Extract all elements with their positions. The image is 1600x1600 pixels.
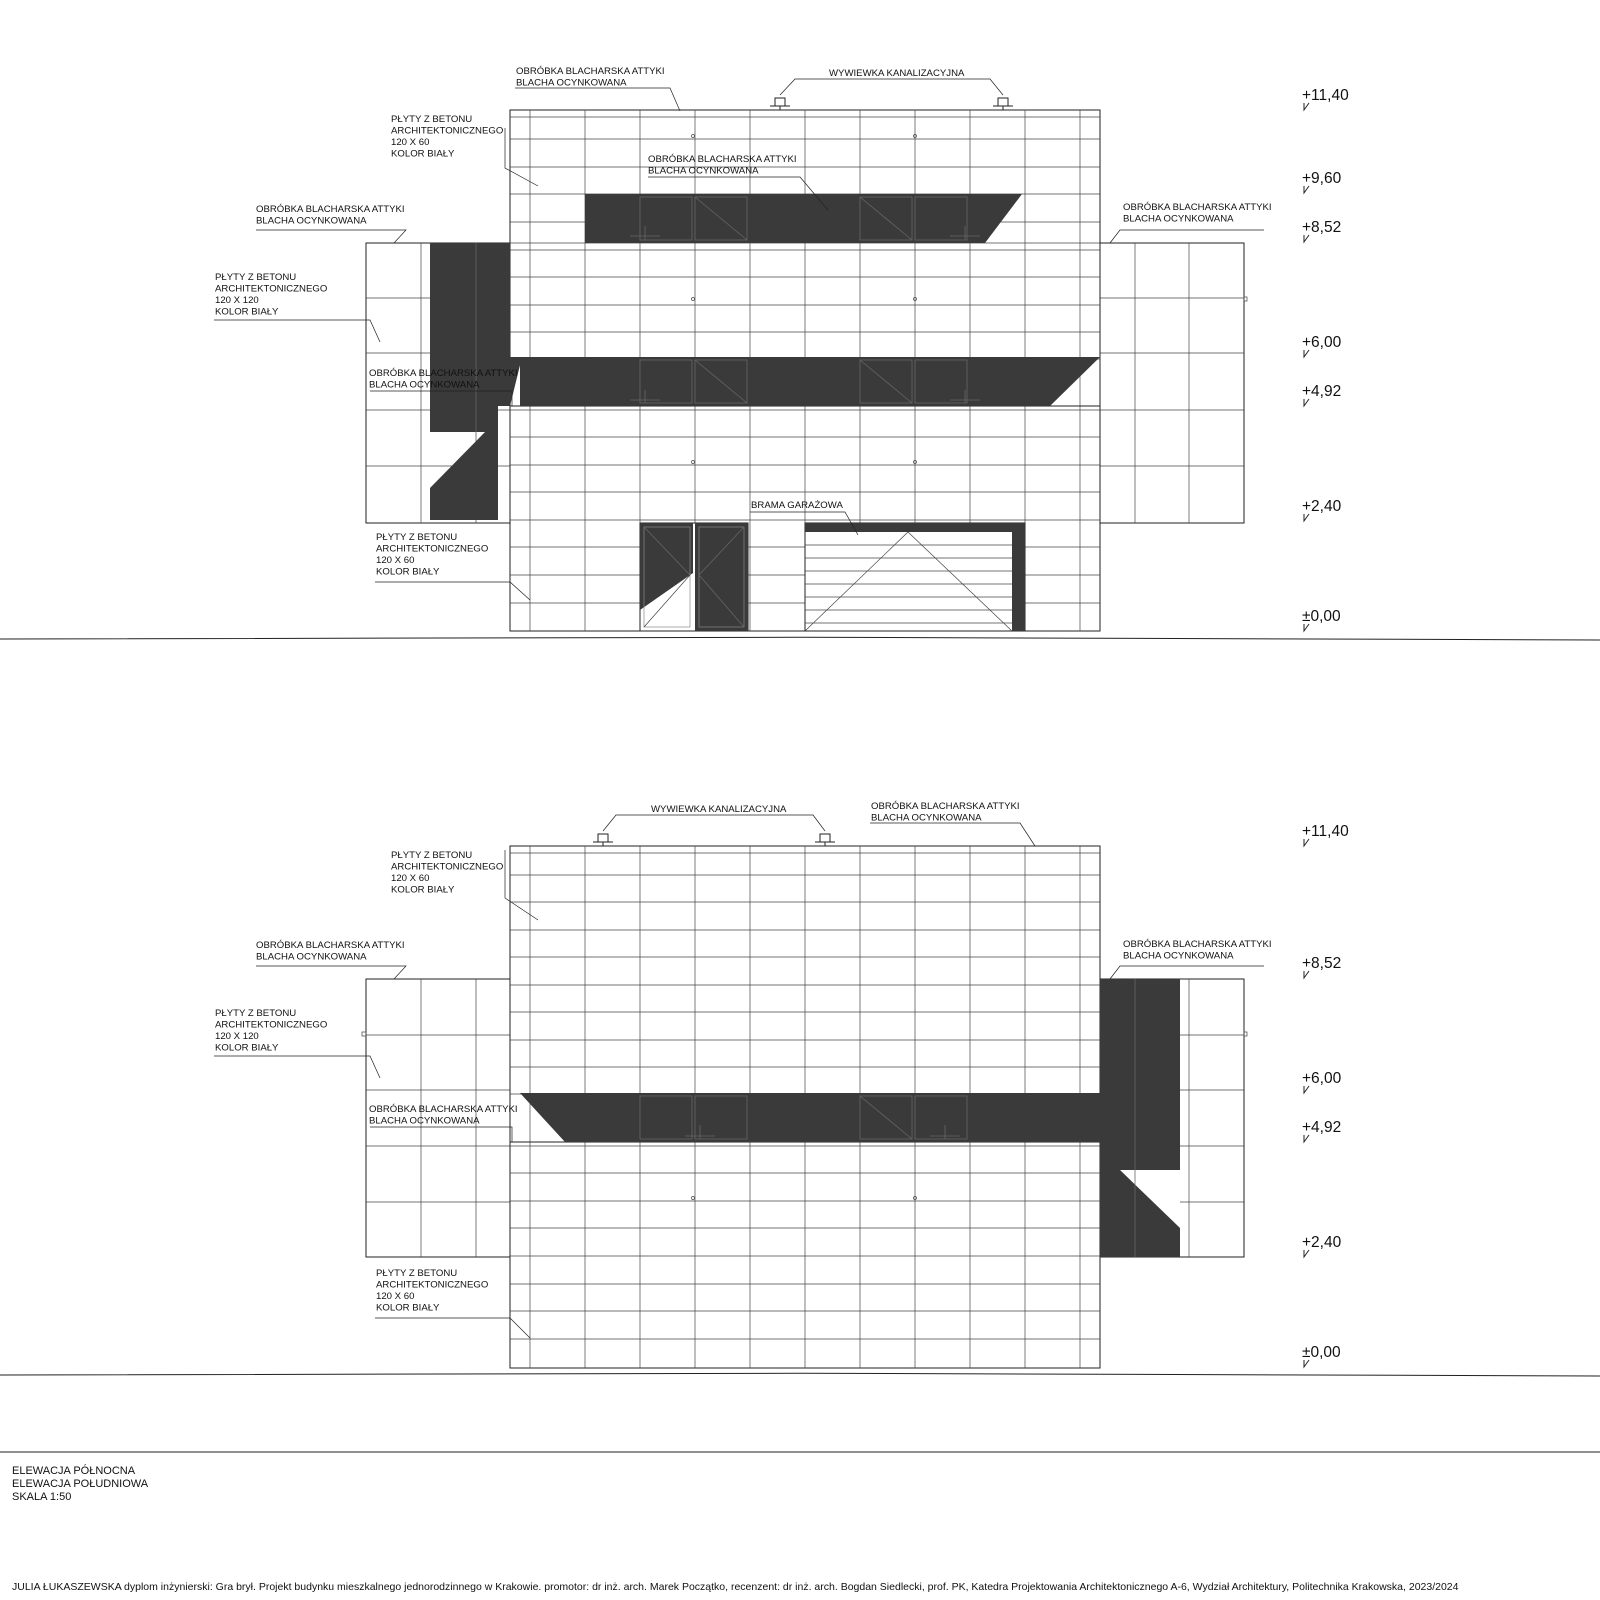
label-vent: WYWIEWKA KANALIZACYJNA	[829, 68, 965, 79]
svg-text:+6,00: +6,00	[1302, 334, 1342, 351]
label-panels-wing: PŁYTY Z BETONU ARCHITEKTONICZNEGO 120 X 120 KOLOR BIAŁY	[215, 272, 328, 318]
entrance-door	[640, 523, 748, 631]
north-level-markers	[1302, 87, 1349, 631]
caption-line: ELEWACJA POŁUDNIOWA	[12, 1478, 149, 1490]
right-wing	[1100, 243, 1247, 523]
svg-text:+2,40: +2,40	[1302, 498, 1342, 515]
svg-text:+8,52: +8,52	[1302, 955, 1342, 972]
label-panels-ground: PŁYTY Z BETONU ARCHITEKTONICZNEGO 120 X 60 KOLOR BIAŁY	[376, 532, 489, 578]
svg-text:±0,00: ±0,00	[1302, 608, 1341, 625]
svg-text:+11,40: +11,40	[1302, 87, 1349, 104]
level-marker	[1302, 219, 1341, 242]
vent-pipe-icon	[770, 98, 1013, 110]
north-annotations	[215, 66, 1272, 578]
level-marker	[1302, 608, 1341, 631]
level-marker	[1302, 1070, 1342, 1093]
caption-line: SKALA 1:50	[12, 1491, 72, 1503]
level-marker	[1302, 1119, 1341, 1142]
label-panels-upper: PŁYTY Z BETONU ARCHITEKTONICZNEGO 120 X 60 KOLOR BIAŁY	[391, 114, 504, 160]
level-marker	[1302, 383, 1341, 406]
label-panels-ground: PŁYTY Z BETONU ARCHITEKTONICZNEGO 120 X 60 KOLOR BIAŁY	[376, 1268, 489, 1314]
svg-text:+9,60: +9,60	[1302, 170, 1342, 187]
svg-text:+4,92: +4,92	[1302, 1119, 1342, 1136]
level-marker	[1302, 1234, 1342, 1257]
south-level-markers	[1302, 823, 1349, 1367]
label-panels-wing: PŁYTY Z BETONU ARCHITEKTONICZNEGO 120 X 120 KOLOR BIAŁY	[215, 1008, 328, 1054]
svg-text:+6,00: +6,00	[1302, 1070, 1342, 1087]
level-marker	[1302, 823, 1349, 846]
drawing-caption	[12, 1464, 149, 1503]
label-garage: BRAMA GARAŻOWA	[751, 500, 843, 511]
label-attic-mid: OBRÓBKA BLACHARSKA ATTYKI BLACHA OCYNKOWANA	[648, 154, 797, 177]
label-attic-top: OBRÓBKA BLACHARSKA ATTYKI BLACHA OCYNKOWANA	[871, 801, 1020, 824]
level-marker	[1302, 87, 1349, 110]
label-panels-upper: PŁYTY Z BETONU ARCHITEKTONICZNEGO 120 X 60 KOLOR BIAŁY	[391, 850, 504, 896]
garage-door	[805, 523, 1025, 631]
level-marker	[1302, 334, 1342, 357]
label-attic-lower: OBRÓBKA BLACHARSKA ATTYKI BLACHA OCYNKOWANA	[369, 368, 518, 391]
south-elevation	[0, 801, 1600, 1376]
svg-text:+2,40: +2,40	[1302, 1234, 1342, 1251]
window-band-upper	[585, 194, 1022, 243]
label-attic-lower: OBRÓBKA BLACHARSKA ATTYKI BLACHA OCYNKOWANA	[369, 1104, 518, 1127]
level-marker	[1302, 498, 1342, 521]
caption-line: ELEWACJA PÓŁNOCNA	[12, 1465, 136, 1477]
north-elevation	[0, 66, 1600, 640]
ground-line	[0, 637, 1600, 640]
svg-text:+4,92: +4,92	[1302, 383, 1342, 400]
label-vent: WYWIEWKA KANALIZACYJNA	[651, 804, 787, 815]
label-attic-right: OBRÓBKA BLACHARSKA ATTYKI BLACHA OCYNKOWANA	[1123, 939, 1272, 962]
svg-text:+8,52: +8,52	[1302, 219, 1342, 236]
level-marker	[1302, 1344, 1341, 1367]
svg-text:+11,40: +11,40	[1302, 823, 1349, 840]
svg-text:±0,00: ±0,00	[1302, 1344, 1341, 1361]
footer-credits: JULIA ŁUKASZEWSKA dyplom inżynierski: Gra brył. Projekt budynku mieszkalnego jednorodzinnego w Krakowie. promotor: dr inż. arch. Marek Początko, recenzent: dr inż. arch. Bogdan Siedlecki, prof. PK, Katedra Projektowania Architektonicznego A-6, Wydział Architektury, Politechnika Krakowska, 2023/2024	[12, 1581, 1459, 1593]
window-band-lower	[520, 357, 1100, 406]
label-attic-right: OBRÓBKA BLACHARSKA ATTYKI BLACHA OCYNKOWANA	[1123, 202, 1272, 225]
label-attic-top: OBRÓBKA BLACHARSKA ATTYKI BLACHA OCYNKOWANA	[516, 66, 665, 89]
label-attic-left: OBRÓBKA BLACHARSKA ATTYKI BLACHA OCYNKOWANA	[256, 204, 405, 227]
level-marker	[1302, 170, 1342, 193]
vent-pipe-icon	[593, 834, 835, 846]
window-band-lower	[520, 1093, 1100, 1142]
ground-line	[0, 1373, 1600, 1376]
label-attic-left: OBRÓBKA BLACHARSKA ATTYKI BLACHA OCYNKOWANA	[256, 940, 405, 963]
level-marker	[1302, 955, 1341, 978]
